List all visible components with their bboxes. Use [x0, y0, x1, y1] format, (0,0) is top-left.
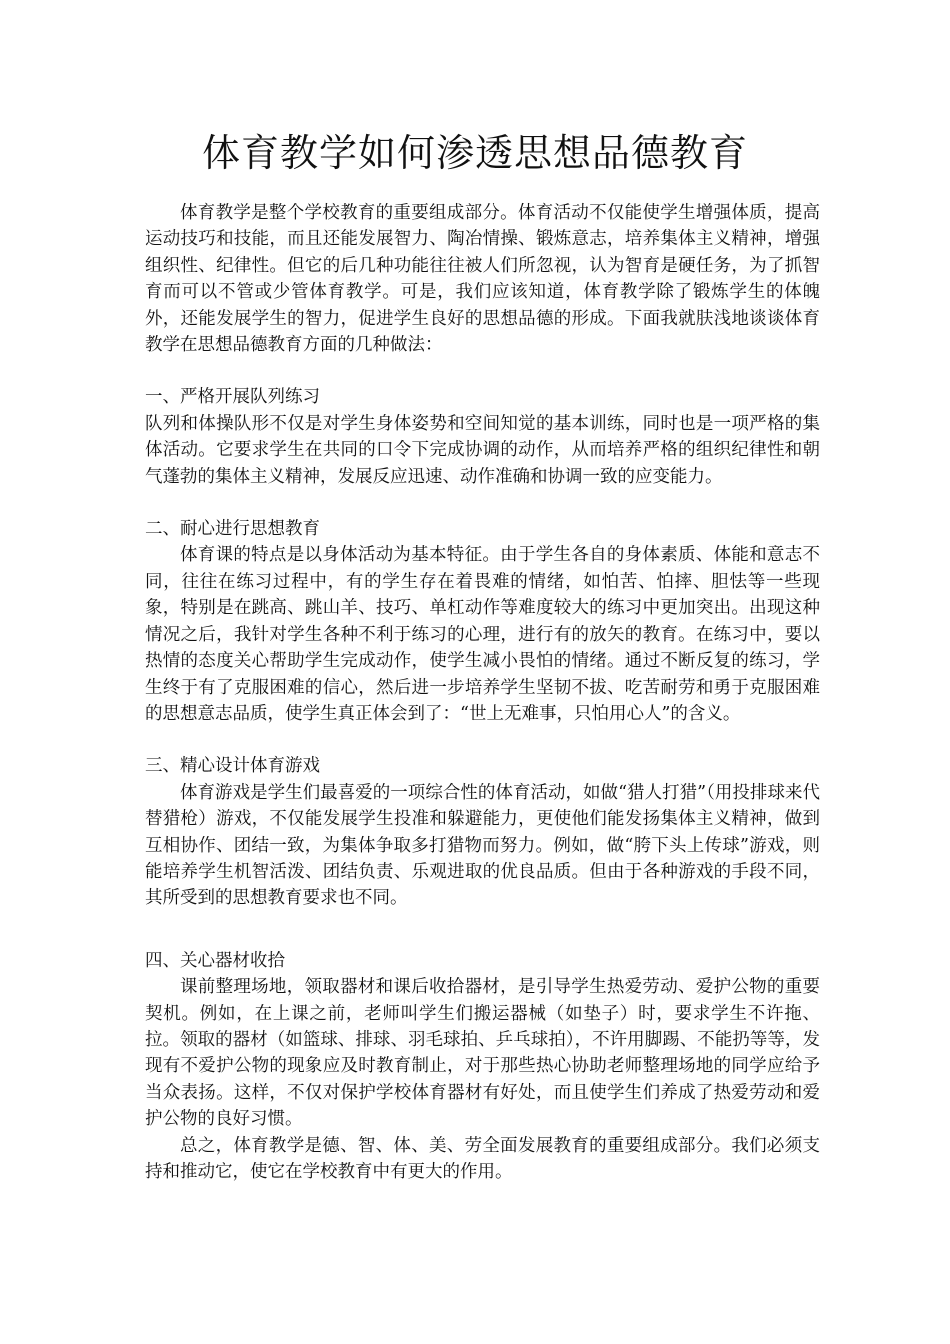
section-paragraph: 体育游戏是学生们最喜爱的一项综合性的体育活动，如做“猎人打猎”（用投排球来代替猎枪）游戏，不仅能发展学生投准和躲避能力，更使他们能发扬集体主义精神，做到互相协作、团结一致，为集体争取多打猎物而努力。例如，做“胯下头上传球”游戏，则能培养学生机智活泼、团结负责、乐观进取的优良品质。但由于各种游戏的手段不同，其所受到的思想教育要求也不同。	[145, 782, 820, 909]
section-heading: 一、严格开展队列练习	[145, 387, 320, 408]
document-title: 体育教学如何渗透思想品德教育	[201, 131, 748, 175]
intro-paragraph: 体育教学是整个学校教育的重要组成部分。体育活动不仅能使学生增强体质，提高运动技巧和技能，而且还能发展智力、陶冶情操、锻炼意志，培养集体主义精神，增强组织性、纪律性。但它的后几种功能往往被人们所忽视，认为智育是硬任务，为了抓智育而可以不管或少管体育教学。可是，我们应该知道，体育教学除了锻炼学生的体魄外，还能发展学生的智力，促进学生良好的思想品德的形成。下面我就肤浅地谈谈体育教学在思想品德教育方面的几种做法：	[145, 203, 820, 356]
section-4	[145, 948, 820, 1186]
conclusion-paragraph: 总之，体育教学是德、智、体、美、劳全面发展教育的重要组成部分。我们必须支持和推动它，使它在学校教育中有更大的作用。	[145, 1135, 820, 1182]
section-heading: 二、耐心进行思想教育	[145, 519, 320, 540]
section-2	[145, 516, 820, 727]
section-paragraph: 课前整理场地，领取器材和课后收拾器材，是引导学生热爱劳动、爱护公物的重要契机。例如，在上课之前，老师叫学生们搬运器械（如垫子）时，要求学生不许拖、拉。领取的器材（如篮球、排球、羽毛球拍、乒乓球拍），不许用脚踢、不能扔等等，发现有不爱护公物的现象应及时教育制止，对于那些热心协助老师整理场地的同学应给予当众表扬。这样，不仅对保护学校体育器材有好处，而且使学生们养成了热爱劳动和爱护公物的良好习惯。	[145, 977, 820, 1130]
document-body	[145, 200, 820, 1185]
section-paragraph: 体育课的特点是以身体活动为基本特征。由于学生各自的身体素质、体能和意志不同，往往在练习过程中，有的学生存在着畏难的情绪，如怕苦、怕摔、胆怯等一些现象，特别是在跳高、跳山羊、技巧、单杠动作等难度较大的练习中更加突出。出现这种情况之后，我针对学生各种不利于练习的心理，进行有的放矢的教育。在练习中，要以热情的态度关心帮助学生完成动作，使学生减小畏怕的情绪。通过不断反复的练习，学生终于有了克服困难的信心，然后进一步培养学生坚韧不拔、吃苦耐劳和勇于克服困难的思想意志品质，使学生真正体会到了：“世上无难事，只怕用心人”的含义。	[145, 545, 820, 724]
section-paragraph: 队列和体操队形不仅是对学生身体姿势和空间知觉的基本训练，同时也是一项严格的集体活动。它要求学生在共同的口令下完成协调的动作，从而培养严格的组织纪律性和朝气蓬勃的集体主义精神，发展反应迅速、动作准确和协调一致的应变能力。	[145, 413, 820, 487]
section-3	[145, 753, 820, 911]
section-heading: 三、精心设计体育游戏	[145, 756, 320, 777]
section-1	[145, 384, 820, 490]
section-heading: 四、关心器材收拾	[145, 950, 285, 971]
